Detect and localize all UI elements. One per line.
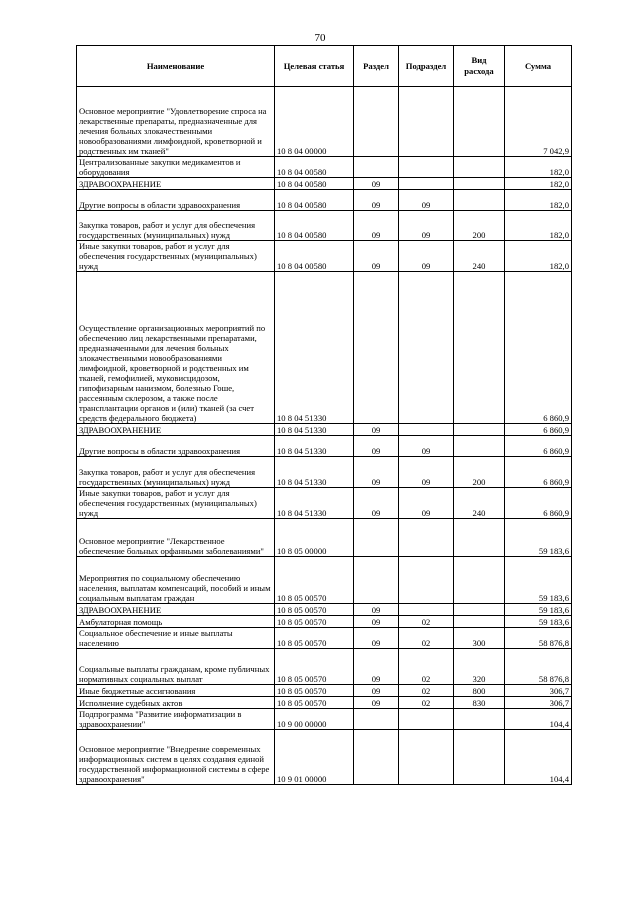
row-subsection: 02 <box>399 685 454 697</box>
row-section <box>354 157 399 178</box>
row-target: 10 8 05 00570 <box>275 628 354 649</box>
table-row <box>77 488 572 519</box>
row-subsection <box>399 730 454 785</box>
table-row <box>77 604 572 616</box>
row-amount: 306,7 <box>505 697 572 709</box>
row-section <box>354 519 399 557</box>
row-amount: 182,0 <box>505 241 572 272</box>
row-expense-type <box>454 730 505 785</box>
row-target: 10 8 04 00580 <box>275 190 354 211</box>
row-amount: 182,0 <box>505 178 572 190</box>
row-section: 09 <box>354 628 399 649</box>
row-expense-type: 830 <box>454 697 505 709</box>
row-name: Иные закупки товаров, работ и услуг для обеспечения государственных (муниципальных) нужд <box>77 241 275 272</box>
header-expense-type: Вид расхода <box>454 46 505 87</box>
table-row <box>77 649 572 685</box>
table-row <box>77 616 572 628</box>
table-row <box>77 178 572 190</box>
row-expense-type: 300 <box>454 628 505 649</box>
row-amount: 59 183,6 <box>505 616 572 628</box>
row-amount: 6 860,9 <box>505 424 572 436</box>
row-expense-type <box>454 557 505 604</box>
table-row <box>77 211 572 241</box>
table-row <box>77 457 572 488</box>
row-section <box>354 709 399 730</box>
row-name: ЗДРАВООХРАНЕНИЕ <box>77 424 275 436</box>
row-amount: 58 876,8 <box>505 649 572 685</box>
row-expense-type: 240 <box>454 488 505 519</box>
row-section: 09 <box>354 616 399 628</box>
row-target: 10 8 04 51330 <box>275 457 354 488</box>
row-name: Социальные выплаты гражданам, кроме публичных нормативных социальных выплат <box>77 649 275 685</box>
table-header-row <box>77 46 572 87</box>
row-target: 10 9 01 00000 <box>275 730 354 785</box>
row-section <box>354 272 399 424</box>
row-target: 10 8 05 00570 <box>275 697 354 709</box>
row-target: 10 8 04 51330 <box>275 436 354 457</box>
row-expense-type <box>454 604 505 616</box>
table-row <box>77 436 572 457</box>
row-subsection <box>399 709 454 730</box>
row-amount: 59 183,6 <box>505 519 572 557</box>
row-name: Закупка товаров, работ и услуг для обеспечения государственных (муниципальных) нужд <box>77 211 275 241</box>
row-section: 09 <box>354 604 399 616</box>
row-amount: 104,4 <box>505 709 572 730</box>
row-expense-type: 200 <box>454 457 505 488</box>
row-subsection: 09 <box>399 211 454 241</box>
row-section: 09 <box>354 190 399 211</box>
table-row <box>77 730 572 785</box>
row-subsection <box>399 157 454 178</box>
row-amount: 6 860,9 <box>505 457 572 488</box>
row-name: Другие вопросы в области здравоохранения <box>77 190 275 211</box>
row-name: Основное мероприятие "Внедрение современных информационных систем в целях создания единой государственной информационной системы в сфере здравоохранения" <box>77 730 275 785</box>
row-expense-type <box>454 616 505 628</box>
row-expense-type <box>454 709 505 730</box>
row-name: ЗДРАВООХРАНЕНИЕ <box>77 178 275 190</box>
header-subsection: Подраздел <box>399 46 454 87</box>
table-row <box>77 272 572 424</box>
row-name: Основное мероприятие "Лекарственное обеспечение больных орфанными заболеваниями" <box>77 519 275 557</box>
row-section: 09 <box>354 241 399 272</box>
row-name: Социальное обеспечение и иные выплаты населению <box>77 628 275 649</box>
row-amount: 59 183,6 <box>505 557 572 604</box>
budget-table <box>76 45 572 785</box>
row-section: 09 <box>354 685 399 697</box>
table-row <box>77 628 572 649</box>
row-name: Иные бюджетные ассигнования <box>77 685 275 697</box>
row-amount: 182,0 <box>505 211 572 241</box>
row-target: 10 8 05 00000 <box>275 519 354 557</box>
row-section: 09 <box>354 424 399 436</box>
row-section: 09 <box>354 649 399 685</box>
row-name: Амбулаторная помощь <box>77 616 275 628</box>
row-target: 10 8 04 51330 <box>275 424 354 436</box>
row-target: 10 8 04 51330 <box>275 272 354 424</box>
row-subsection <box>399 424 454 436</box>
row-target: 10 8 05 00570 <box>275 604 354 616</box>
row-amount: 182,0 <box>505 157 572 178</box>
row-section: 09 <box>354 211 399 241</box>
row-subsection: 09 <box>399 457 454 488</box>
row-expense-type: 320 <box>454 649 505 685</box>
row-expense-type: 800 <box>454 685 505 697</box>
table-row <box>77 241 572 272</box>
table-row <box>77 190 572 211</box>
row-subsection: 02 <box>399 649 454 685</box>
header-amount: Сумма <box>505 46 572 87</box>
row-subsection: 02 <box>399 616 454 628</box>
row-subsection: 02 <box>399 628 454 649</box>
row-target: 10 8 04 00580 <box>275 157 354 178</box>
row-section <box>354 87 399 157</box>
row-target: 10 9 00 00000 <box>275 709 354 730</box>
table-row <box>77 557 572 604</box>
row-amount: 58 876,8 <box>505 628 572 649</box>
row-name: Иные закупки товаров, работ и услуг для обеспечения государственных (муниципальных) нужд <box>77 488 275 519</box>
row-name: Мероприятия по социальному обеспечению населения, выплатам компенсаций, пособий и иным социальным выплатам граждан <box>77 557 275 604</box>
row-expense-type <box>454 87 505 157</box>
row-section: 09 <box>354 488 399 519</box>
row-amount: 104,4 <box>505 730 572 785</box>
row-expense-type <box>454 178 505 190</box>
row-target: 10 8 05 00570 <box>275 557 354 604</box>
table-row <box>77 709 572 730</box>
row-subsection: 09 <box>399 241 454 272</box>
row-target: 10 8 04 00000 <box>275 87 354 157</box>
row-amount: 6 860,9 <box>505 488 572 519</box>
row-subsection: 09 <box>399 488 454 519</box>
row-subsection: 09 <box>399 190 454 211</box>
row-name: Основное мероприятие "Удовлетворение спроса на лекарственные препараты, предназначенные для лечения больных злокачественными новообразованиями лимфоидной, кроветворной и родственных им тканей" <box>77 87 275 157</box>
header-name: Наименование <box>77 46 275 87</box>
row-name: ЗДРАВООХРАНЕНИЕ <box>77 604 275 616</box>
page-number: 70 <box>314 32 326 44</box>
table-row <box>77 519 572 557</box>
row-name: Другие вопросы в области здравоохранения <box>77 436 275 457</box>
row-amount: 182,0 <box>505 190 572 211</box>
row-amount: 6 860,9 <box>505 436 572 457</box>
row-target: 10 8 04 00580 <box>275 211 354 241</box>
row-subsection <box>399 87 454 157</box>
row-amount: 7 042,9 <box>505 87 572 157</box>
row-amount: 306,7 <box>505 685 572 697</box>
row-section: 09 <box>354 457 399 488</box>
row-target: 10 8 04 51330 <box>275 488 354 519</box>
table-row <box>77 685 572 697</box>
row-subsection <box>399 272 454 424</box>
row-name: Подпрограмма "Развитие информатизации в здравоохранении" <box>77 709 275 730</box>
row-expense-type <box>454 190 505 211</box>
table-row <box>77 87 572 157</box>
table-row <box>77 697 572 709</box>
row-subsection <box>399 519 454 557</box>
header-section: Раздел <box>354 46 399 87</box>
row-section <box>354 730 399 785</box>
row-name: Централизованные закупки медикаментов и оборудования <box>77 157 275 178</box>
row-name: Осуществление организационных мероприятий по обеспечению лиц лекарственными препаратами, предназначенными для лечения больных злокачественными новообразованиями лимфоидной, кроветворной и родственных им тканей, гемофилией, муковисцидозом, гипофизарным нанизмом, болезнью Гоше, рассеянным склерозом, а также после трансплантации органов и (или) тканей (за счет средств федерального бюджета) <box>77 272 275 424</box>
row-expense-type <box>454 424 505 436</box>
table-body <box>77 87 572 785</box>
table-row <box>77 424 572 436</box>
row-section: 09 <box>354 436 399 457</box>
row-subsection <box>399 178 454 190</box>
row-subsection: 09 <box>399 436 454 457</box>
row-expense-type <box>454 272 505 424</box>
row-expense-type <box>454 157 505 178</box>
row-section <box>354 557 399 604</box>
row-section: 09 <box>354 697 399 709</box>
row-target: 10 8 04 00580 <box>275 178 354 190</box>
row-amount: 6 860,9 <box>505 272 572 424</box>
row-name: Закупка товаров, работ и услуг для обеспечения государственных (муниципальных) нужд <box>77 457 275 488</box>
row-target: 10 8 05 00570 <box>275 685 354 697</box>
row-expense-type: 200 <box>454 211 505 241</box>
row-subsection <box>399 557 454 604</box>
row-expense-type <box>454 519 505 557</box>
row-expense-type <box>454 436 505 457</box>
row-target: 10 8 04 00580 <box>275 241 354 272</box>
row-target: 10 8 05 00570 <box>275 616 354 628</box>
row-section: 09 <box>354 178 399 190</box>
table-row <box>77 157 572 178</box>
row-subsection <box>399 604 454 616</box>
row-target: 10 8 05 00570 <box>275 649 354 685</box>
row-name: Исполнение судебных актов <box>77 697 275 709</box>
header-target: Целевая статья <box>275 46 354 87</box>
row-subsection: 02 <box>399 697 454 709</box>
row-amount: 59 183,6 <box>505 604 572 616</box>
row-expense-type: 240 <box>454 241 505 272</box>
